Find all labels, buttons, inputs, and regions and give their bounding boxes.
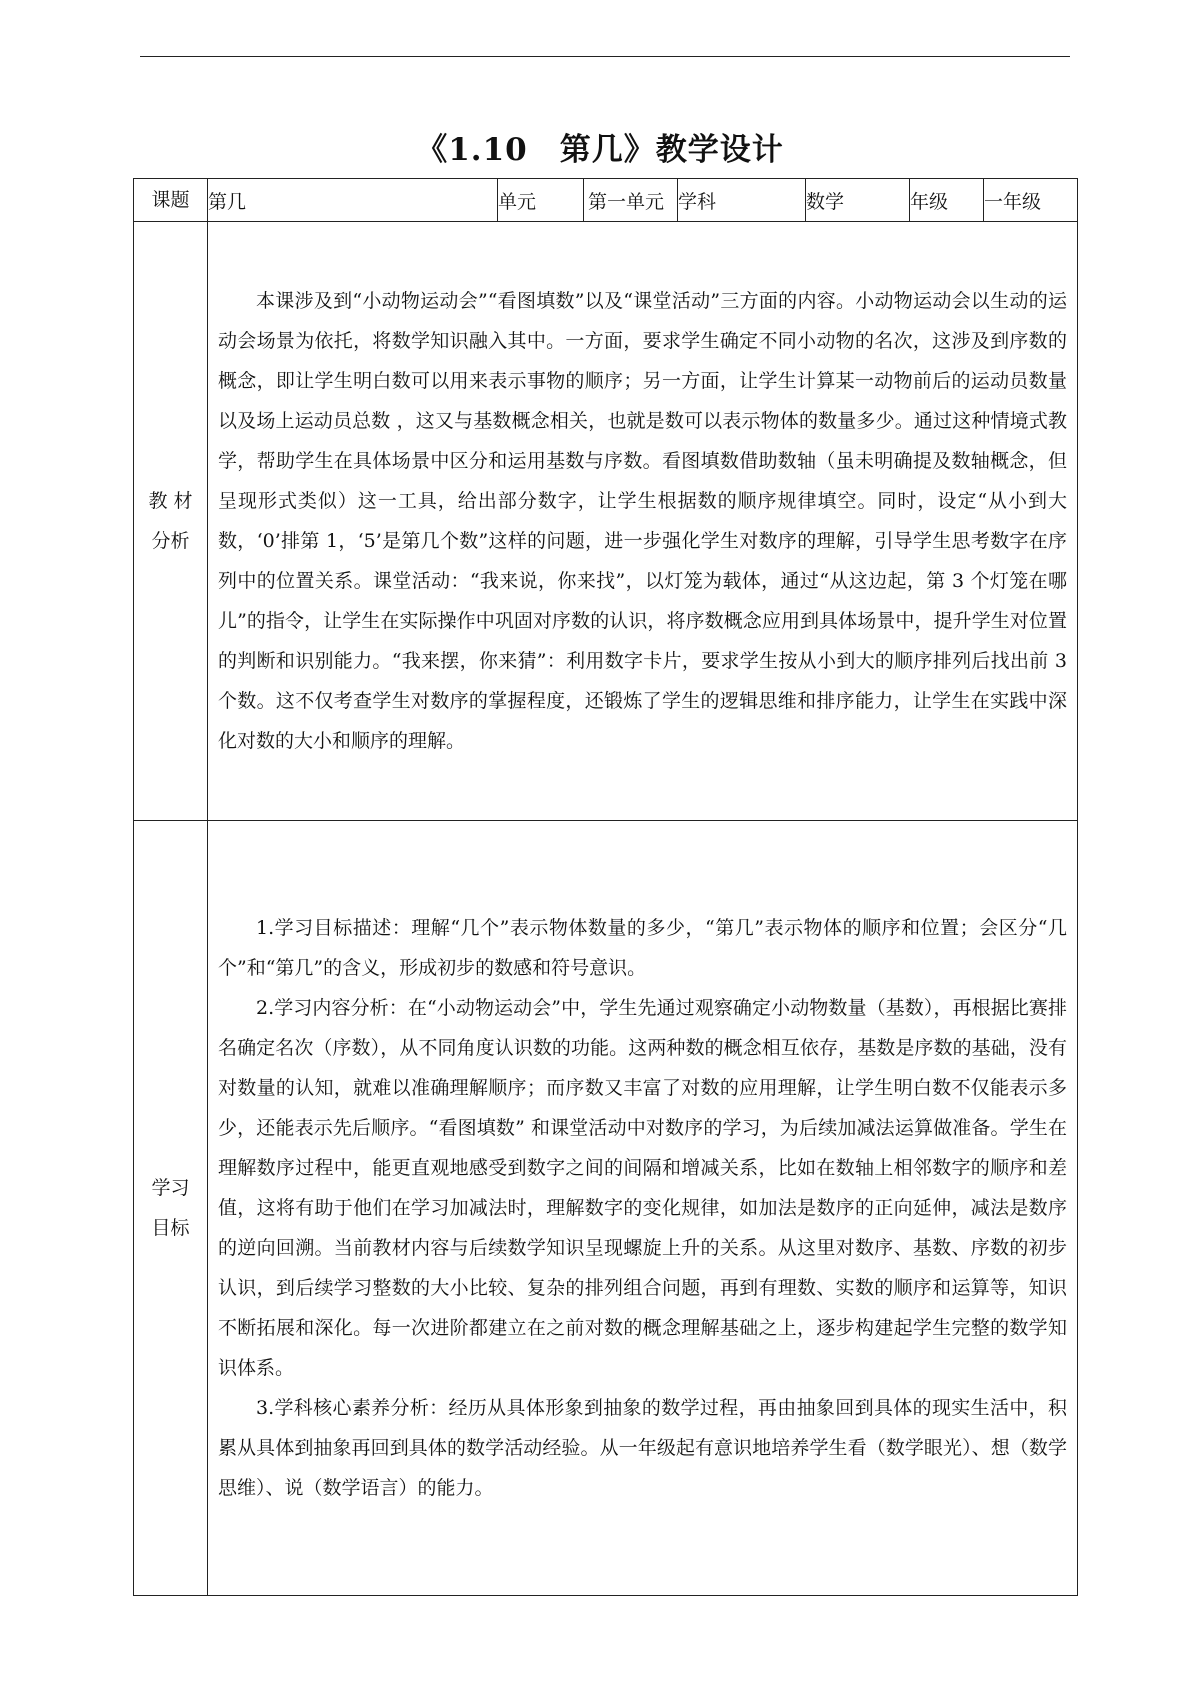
header-row	[134, 179, 1078, 222]
learning-goal-paragraph: 2.学习内容分析：在“小动物运动会”中，学生先通过观察确定小动物数量（基数），再根据比赛排名确定名次（序数），从不同角度认识数的功能。这两种数的概念相互依存，基数是序数的基础，没有对数量的认知，就难以准确理解顺序；而序数又丰富了对数的应用理解，让学生明白数不仅能表示多少，还能表示先后顺序。“看图填数” 和课堂活动中对数序的学习，为后续加减法运算做准备。学生在理解数序过程中，能更直观地感受到数字之间的间隔和增减关系，比如在数轴上相邻数字的顺序和差值，这将有助于他们在学习加减法时，理解数字的变化规律，如加法是数序的正向延伸，减法是数序的逆向回溯。当前教材内容与后续数学知识呈现螺旋上升的关系。从这里对数序、基数、序数的初步认识，到后续学习整数的大小比较、复杂的排列组合问题，再到有理数、实数的顺序和运算等，知识不断拓展和深化。每一次进阶都建立在之前对数的概念理解基础之上，逐步构建起学生完整的数学知识体系。	[218, 997, 1067, 1379]
material-analysis-label-line1: 教 材	[148, 490, 193, 512]
learning-goals-row	[134, 821, 1078, 1596]
subject-value: 数学	[806, 179, 910, 222]
learning-goals-content	[208, 821, 1078, 1596]
lesson-plan-table	[133, 178, 1078, 1596]
learning-goals-label-line1: 学习	[151, 1177, 190, 1199]
learning-goal-paragraph: 1.学习目标描述：理解“几个”表示物体数量的多少，“第几”表示物体的顺序和位置；会区分“几个”和“第几”的含义，形成初步的数感和符号意识。	[218, 917, 1067, 979]
topic-value: 第几	[208, 179, 498, 222]
grade-label: 年级	[910, 179, 984, 222]
material-analysis-label-line2: 分析	[151, 530, 190, 552]
document-title: 《1.10 第几》教学设计	[416, 132, 784, 168]
material-analysis-content	[208, 222, 1078, 821]
topic-label: 课题	[134, 179, 208, 222]
subject-label: 学科	[678, 179, 806, 222]
learning-goal-paragraph: 3.学科核心素养分析：经历从具体形象到抽象的数学过程，再由抽象回到具体的现实生活中，积累从具体到抽象再回到具体的数学活动经验。从一年级起有意识地培养学生看（数学眼光）、想（数学思维）、说（数学语言）的能力。	[218, 1397, 1067, 1499]
learning-goals-label-line2: 目标	[151, 1217, 190, 1239]
material-analysis-row	[134, 222, 1078, 821]
material-analysis-paragraph: 本课涉及到“小动物运动会”“看图填数”以及“课堂活动”三方面的内容。小动物运动会以生动的运动会场景为依托，将数学知识融入其中。一方面，要求学生确定不同小动物的名次，这涉及到序数的概念，即让学生明白数可以用来表示事物的顺序；另一方面，让学生计算某一动物前后的运动员数量以及场上运动员总数 ，这又与基数概念相关，也就是数可以表示物体的数量多少。通过这种情境式教学，帮助学生在具体场景中区分和运用基数与序数。看图填数借助数轴（虽未明确提及数轴概念，但呈现形式类似）这一工具，给出部分数字，让学生根据数的顺序规律填空。同时，设定“从小到大数，‘0’排第 1，‘5’是第几个数”这样的问题，进一步强化学生对数序的理解，引导学生思考数字在序列中的位置关系。课堂活动：“我来说，你来找”，以灯笼为载体，通过“从这边起，第 3 个灯笼在哪儿”的指令，让学生在实际操作中巩固对序数的认识，将序数概念应用到具体场景中，提升学生对位置的判断和识别能力。“我来摆，你来猜”：利用数字卡片，要求学生按从小到大的顺序排列后找出前 3 个数。这不仅考查学生对数序的掌握程度，还锻炼了学生的逻辑思维和排序能力，让学生在实践中深化对数的大小和顺序的理解。	[218, 290, 1067, 752]
header-rule	[140, 56, 1070, 57]
grade-value: 一年级	[984, 179, 1078, 222]
unit-label: 单元	[498, 179, 584, 222]
unit-value: 第一单元	[584, 179, 678, 222]
learning-goals-label	[134, 821, 208, 1596]
material-analysis-label	[134, 222, 208, 821]
